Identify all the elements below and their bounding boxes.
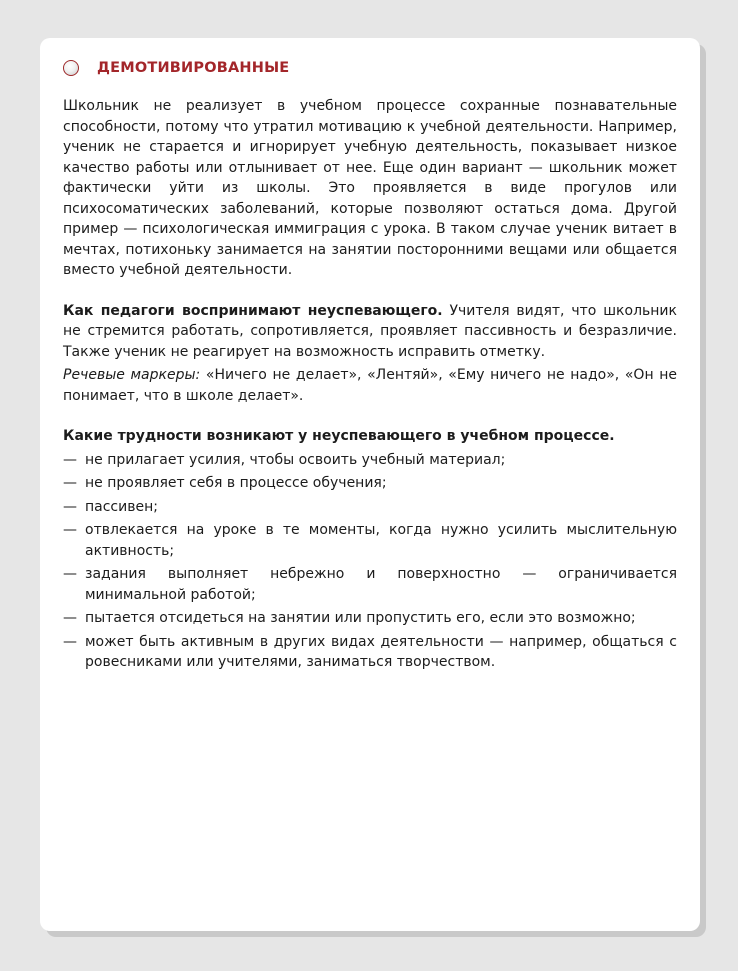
list-item bbox=[63, 564, 677, 605]
section-title: ДЕМОТИВИРОВАННЫЕ bbox=[97, 59, 290, 76]
intro-paragraph: Школьник не реализует в учебном процессе сохранные познавательные способности, потому что утратил мотивацию к учебной деятельности. Например, ученик не старается и игнорирует учебную деятельность, показывает низкое качество работы или отлынивает от нее. Еще один вариант — школьник может фактически уйти из школы. Это проявляется в виде прогулов или психосоматических заболеваний, которые позволяют остаться дома. Другой пример — психологическая иммиграция с урока. В таком случае ученик витает в мечтах, потихоньку занимается на занятии посторонними вещами или общается вместо учебной деятельности. bbox=[63, 98, 677, 278]
list-item bbox=[63, 450, 677, 471]
circle-bullet-icon bbox=[63, 60, 79, 76]
dash-marker: — bbox=[63, 633, 77, 650]
section-heading bbox=[63, 56, 677, 80]
list-item-text: не проявляет себя в процессе обучения; bbox=[85, 475, 387, 491]
speech-markers-paragraph bbox=[63, 365, 677, 406]
dash-marker: — bbox=[63, 566, 77, 582]
speech-markers-text: «Ничего не делает», «Лентяй», «Ему ничего не надо», «Он не понимает, что в школе делает». bbox=[63, 367, 677, 404]
difficulties-list bbox=[63, 450, 677, 673]
list-item-text: пытается отсидеться на занятии или пропустить его, если это возможно; bbox=[85, 610, 636, 626]
content-card bbox=[40, 38, 700, 931]
dash-marker: — bbox=[63, 610, 77, 626]
difficulties-title: Какие трудности возникают у неуспевающего в учебном процессе. bbox=[63, 428, 615, 444]
dash-marker: — bbox=[63, 475, 77, 491]
dash-marker: — bbox=[63, 522, 77, 538]
dash-marker: — bbox=[63, 498, 77, 515]
list-item-text: пассивен; bbox=[85, 498, 158, 515]
list-item bbox=[63, 608, 677, 629]
content-area bbox=[63, 56, 677, 676]
perception-text: Учителя видят, что школьник не стремится работать, сопротивляется, проявляет пассивность и безразличие. Также ученик не реагирует на возможность исправить отметку. bbox=[63, 302, 677, 360]
list-item bbox=[63, 497, 677, 518]
list-item-text: может быть активным в других видах деятельности — например, общаться с ровесниками или учителями, заниматься творчеством. bbox=[85, 633, 677, 670]
list-item bbox=[63, 632, 677, 673]
list-item bbox=[63, 473, 677, 494]
perception-paragraph bbox=[63, 301, 677, 363]
dash-marker: — bbox=[63, 451, 77, 468]
list-item bbox=[63, 520, 677, 561]
list-item-text: задания выполняет небрежно и поверхностно — ограничивается минимальной работой; bbox=[85, 566, 677, 603]
list-item-text: не прилагает усилия, чтобы освоить учебный материал; bbox=[85, 451, 506, 468]
list-item-text: отвлекается на уроке в те моменты, когда нужно усилить мыслительную активность; bbox=[85, 522, 677, 559]
perception-lead: Как педагоги воспринимают неуспевающего. bbox=[63, 302, 443, 319]
speech-markers-label: Речевые маркеры: bbox=[63, 367, 201, 383]
